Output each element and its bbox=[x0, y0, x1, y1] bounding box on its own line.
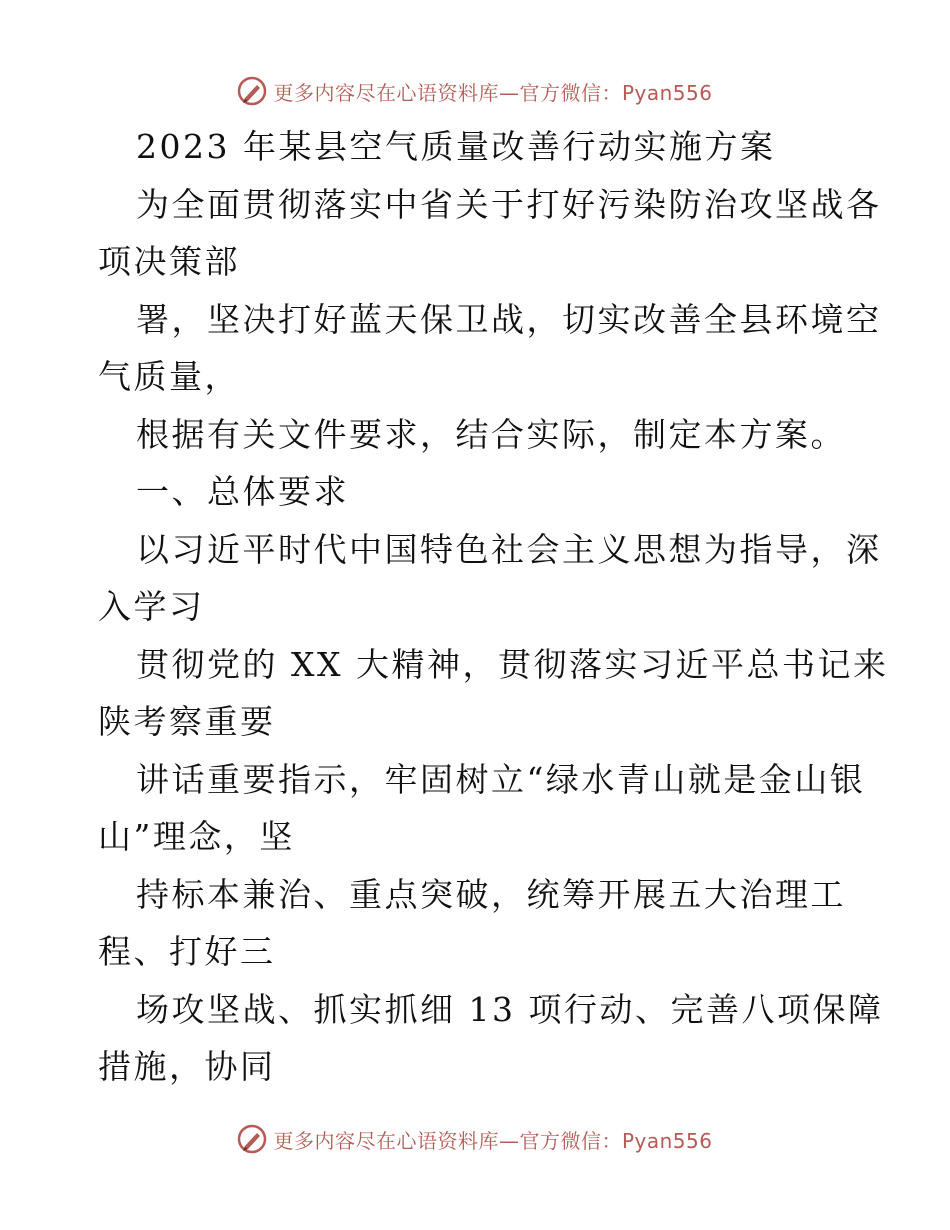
pen-logo-icon bbox=[237, 76, 267, 106]
text-line: 措施，协同 bbox=[98, 1047, 276, 1086]
text-line: 持标本兼治、重点突破，统筹开展五大治理工 bbox=[136, 874, 846, 914]
text-line: 程、打好三 bbox=[98, 932, 276, 971]
text-line: 讲话重要指示，牢固树立“绿水青山就是金山银 bbox=[136, 759, 866, 799]
text-line: 贯彻党的 XX 大精神，贯彻落实习近平总书记来 bbox=[136, 644, 889, 684]
watermark-footer bbox=[0, 1122, 950, 1156]
pen-logo-icon bbox=[237, 1124, 267, 1154]
text-line: 山”理念，坚 bbox=[98, 817, 295, 856]
text-line: 陕考察重要 bbox=[98, 702, 276, 741]
text-line: 为全面贯彻落实中省关于打好污染防治攻坚战各 bbox=[136, 184, 882, 224]
document-body bbox=[98, 118, 889, 1096]
watermark-text: 更多内容尽在心语资料库—官方微信：Pyan556 bbox=[273, 1128, 713, 1153]
text-line: 根据有关文件要求，结合实际，制定本方案。 bbox=[136, 414, 846, 454]
text-line: 一、总体要求 bbox=[136, 472, 349, 511]
watermark-header bbox=[0, 74, 950, 108]
text-line: 以习近平时代中国特色社会主义思想为指导，深 bbox=[136, 529, 882, 569]
text-line: 署，坚决打好蓝天保卫战，切实改善全县环境空 bbox=[136, 299, 882, 339]
text-line: 项决策部 bbox=[98, 242, 240, 281]
text-line: 场攻坚战、抓实抓细 13 项行动、完善八项保障 bbox=[136, 989, 884, 1029]
watermark-text: 更多内容尽在心语资料库—官方微信：Pyan556 bbox=[273, 80, 713, 105]
text-line: 2023 年某县空气质量改善行动实施方案 bbox=[136, 127, 776, 166]
text-line: 气质量， bbox=[98, 357, 240, 396]
text-line: 入学习 bbox=[98, 587, 205, 626]
